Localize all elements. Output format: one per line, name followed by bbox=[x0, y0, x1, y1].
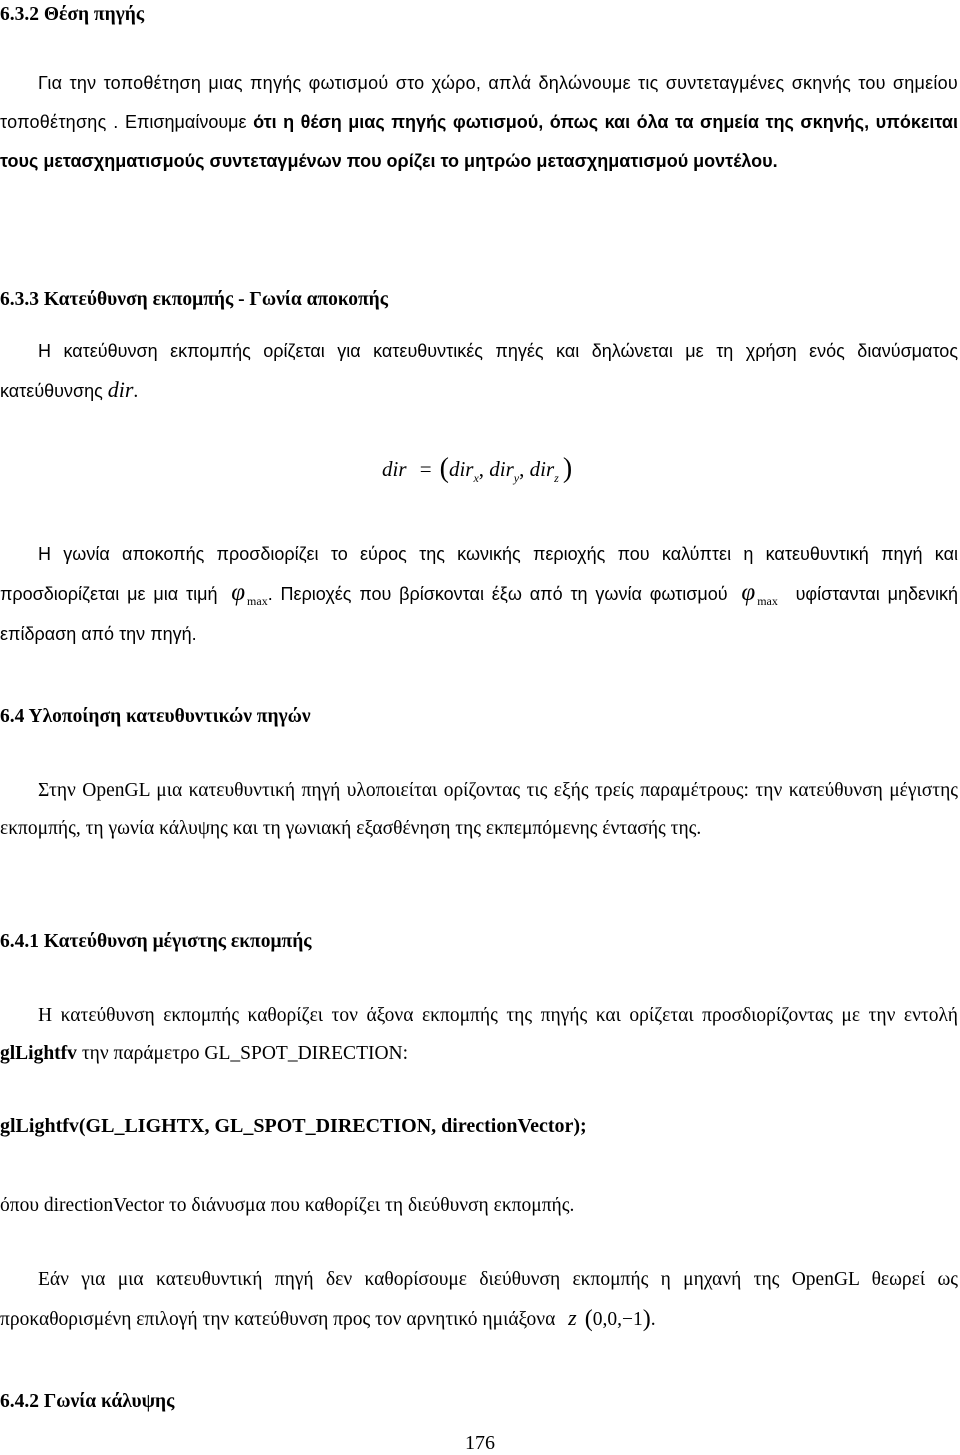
colon: : bbox=[402, 1043, 409, 1064]
period: . bbox=[650, 1309, 656, 1330]
default-vector-values: 0,0,−1 bbox=[592, 1309, 643, 1330]
formula-open-paren: ( bbox=[439, 453, 449, 484]
formula-lhs: dir bbox=[382, 457, 407, 481]
paragraph-cutoff-angle bbox=[0, 535, 958, 654]
paragraph-text-c: υφίστανται μηδενική επίδραση από την πηγή. bbox=[0, 584, 959, 644]
gllightfv-keyword: glLightfv bbox=[0, 1043, 77, 1064]
paragraph-text-b: Επισημαίνουμε bbox=[118, 112, 254, 132]
paragraph-bold-text: ότι η θέση μιας πηγής φωτισμού, όπως και όλα τα σημεία της σκηνής, υπόκειται τους μετασχηματισμούς συντεταγμένων που ορίζει το μητρώο μετασχηματισμού μοντέλου. bbox=[0, 112, 959, 171]
paragraph-opengl-spotlight bbox=[0, 772, 958, 848]
paragraph-text: Στην OpenGL μια κατευθυντική πηγή υλοποιείται ορίζοντας τις εξής τρείς παραμέτρους: την κατεύθυνση μέγιστης εκπομπής, τη γωνία κάλυψης και τη γωνιακή εξασθένηση της εκπεμπόμενης έντασής της. bbox=[0, 780, 958, 839]
section-heading-6-4: 6.4 Υλοποίηση κατευθυντικών πηγών bbox=[0, 706, 311, 727]
vector-close-paren: ) bbox=[642, 1306, 651, 1332]
paragraph-text: Εάν για μια κατευθυντική πηγή δεν καθορίσουμε διεύθυνση εκπομπής η μηχανή της OpenGL θεωρεί ως προκαθορισμένη επιλογή την κατεύθυνση προς τον αρνητικό ημιάξονα bbox=[0, 1269, 958, 1330]
formula-term-x: dir bbox=[448, 457, 474, 481]
formula-comma: , bbox=[478, 457, 485, 481]
code-line-gllightfv: glLightfv(GL_LIGHTX, GL_SPOT_DIRECTION, directionVector); bbox=[0, 1115, 587, 1137]
formula-equals: = bbox=[419, 457, 432, 481]
z-axis-variable: z bbox=[568, 1305, 577, 1330]
formula-comma: , bbox=[519, 457, 525, 481]
formula-term-y: dir bbox=[489, 457, 514, 481]
page-number: 176 bbox=[465, 1432, 495, 1454]
max-subscript: max bbox=[247, 594, 268, 608]
section-heading-6-4-2: 6.4.2 Γωνία κάλυψης bbox=[0, 1391, 175, 1412]
vector-open-paren: ( bbox=[584, 1306, 593, 1332]
paragraph-direction-vector bbox=[0, 1187, 958, 1225]
paragraph-text: Η κατεύθυνση εκπομπής καθορίζει τον άξονα εκπομπής της πηγής και ορίζεται προσδιορίζοντας με την εντολή bbox=[38, 1005, 958, 1026]
paragraph-text: Η κατεύθυνση εκπομπής ορίζεται για κατευθυντικές πηγές και δηλώνεται με τη χρήση ενός διανύσματος κατεύθυνσης bbox=[0, 341, 958, 401]
paragraph-light-position bbox=[0, 64, 958, 181]
paragraph-text: όπου bbox=[0, 1195, 39, 1216]
paragraph-text-b: την παράμετρο bbox=[81, 1043, 200, 1064]
paragraph-text: Για την τοποθέτηση μιας πηγής φωτισμού στο χώρο, απλά δηλώνουμε τις συντεταγμένες σκηνής του σημείου τοποθέτησης . bbox=[0, 73, 958, 132]
section-heading-6-4-1: 6.4.1 Κατεύθυνση μέγιστης εκπομπής bbox=[0, 931, 312, 952]
formula-close-paren: ) bbox=[562, 453, 573, 484]
paragraph-direction-command bbox=[0, 997, 958, 1073]
direction-vector-formula bbox=[382, 452, 572, 484]
section-heading-6-3-2: 6.3.2 Θέση πηγής bbox=[0, 4, 145, 25]
formula-term-z: dir bbox=[529, 457, 555, 481]
paragraph-text-b: . Περιοχές που βρίσκονται έξω από τη γωνία φωτισμού bbox=[267, 584, 728, 604]
paragraph-emission-direction bbox=[0, 332, 958, 411]
formula-sub-y: y bbox=[513, 471, 520, 485]
direction-vector-name: directionVector bbox=[43, 1195, 165, 1216]
paragraph-default-direction bbox=[0, 1261, 958, 1339]
period: . bbox=[133, 381, 139, 402]
dir-variable: dir bbox=[107, 377, 134, 402]
formula-sub-x: x bbox=[473, 471, 479, 485]
formula-sub-z: z bbox=[554, 471, 559, 485]
max-subscript: max bbox=[757, 594, 778, 608]
paragraph-text: Η γωνία αποκοπής προσδιορίζει το εύρος της κωνικής περιοχής που καλύπτει η κατευθυντική πηγή και προσδιορίζεται με μια τιμή bbox=[0, 544, 958, 604]
paragraph-text-b: το διάνυσμα που καθορίζει τη διεύθυνση εκπομπής. bbox=[168, 1195, 575, 1216]
phi-symbol: φ bbox=[741, 579, 756, 606]
spot-direction-param: GL_SPOT_DIRECTION bbox=[204, 1043, 403, 1064]
phi-symbol: φ bbox=[231, 579, 246, 606]
section-heading-6-3-3: 6.3.3 Κατεύθυνση εκπομπής - Γωνία αποκοπής bbox=[0, 289, 388, 310]
